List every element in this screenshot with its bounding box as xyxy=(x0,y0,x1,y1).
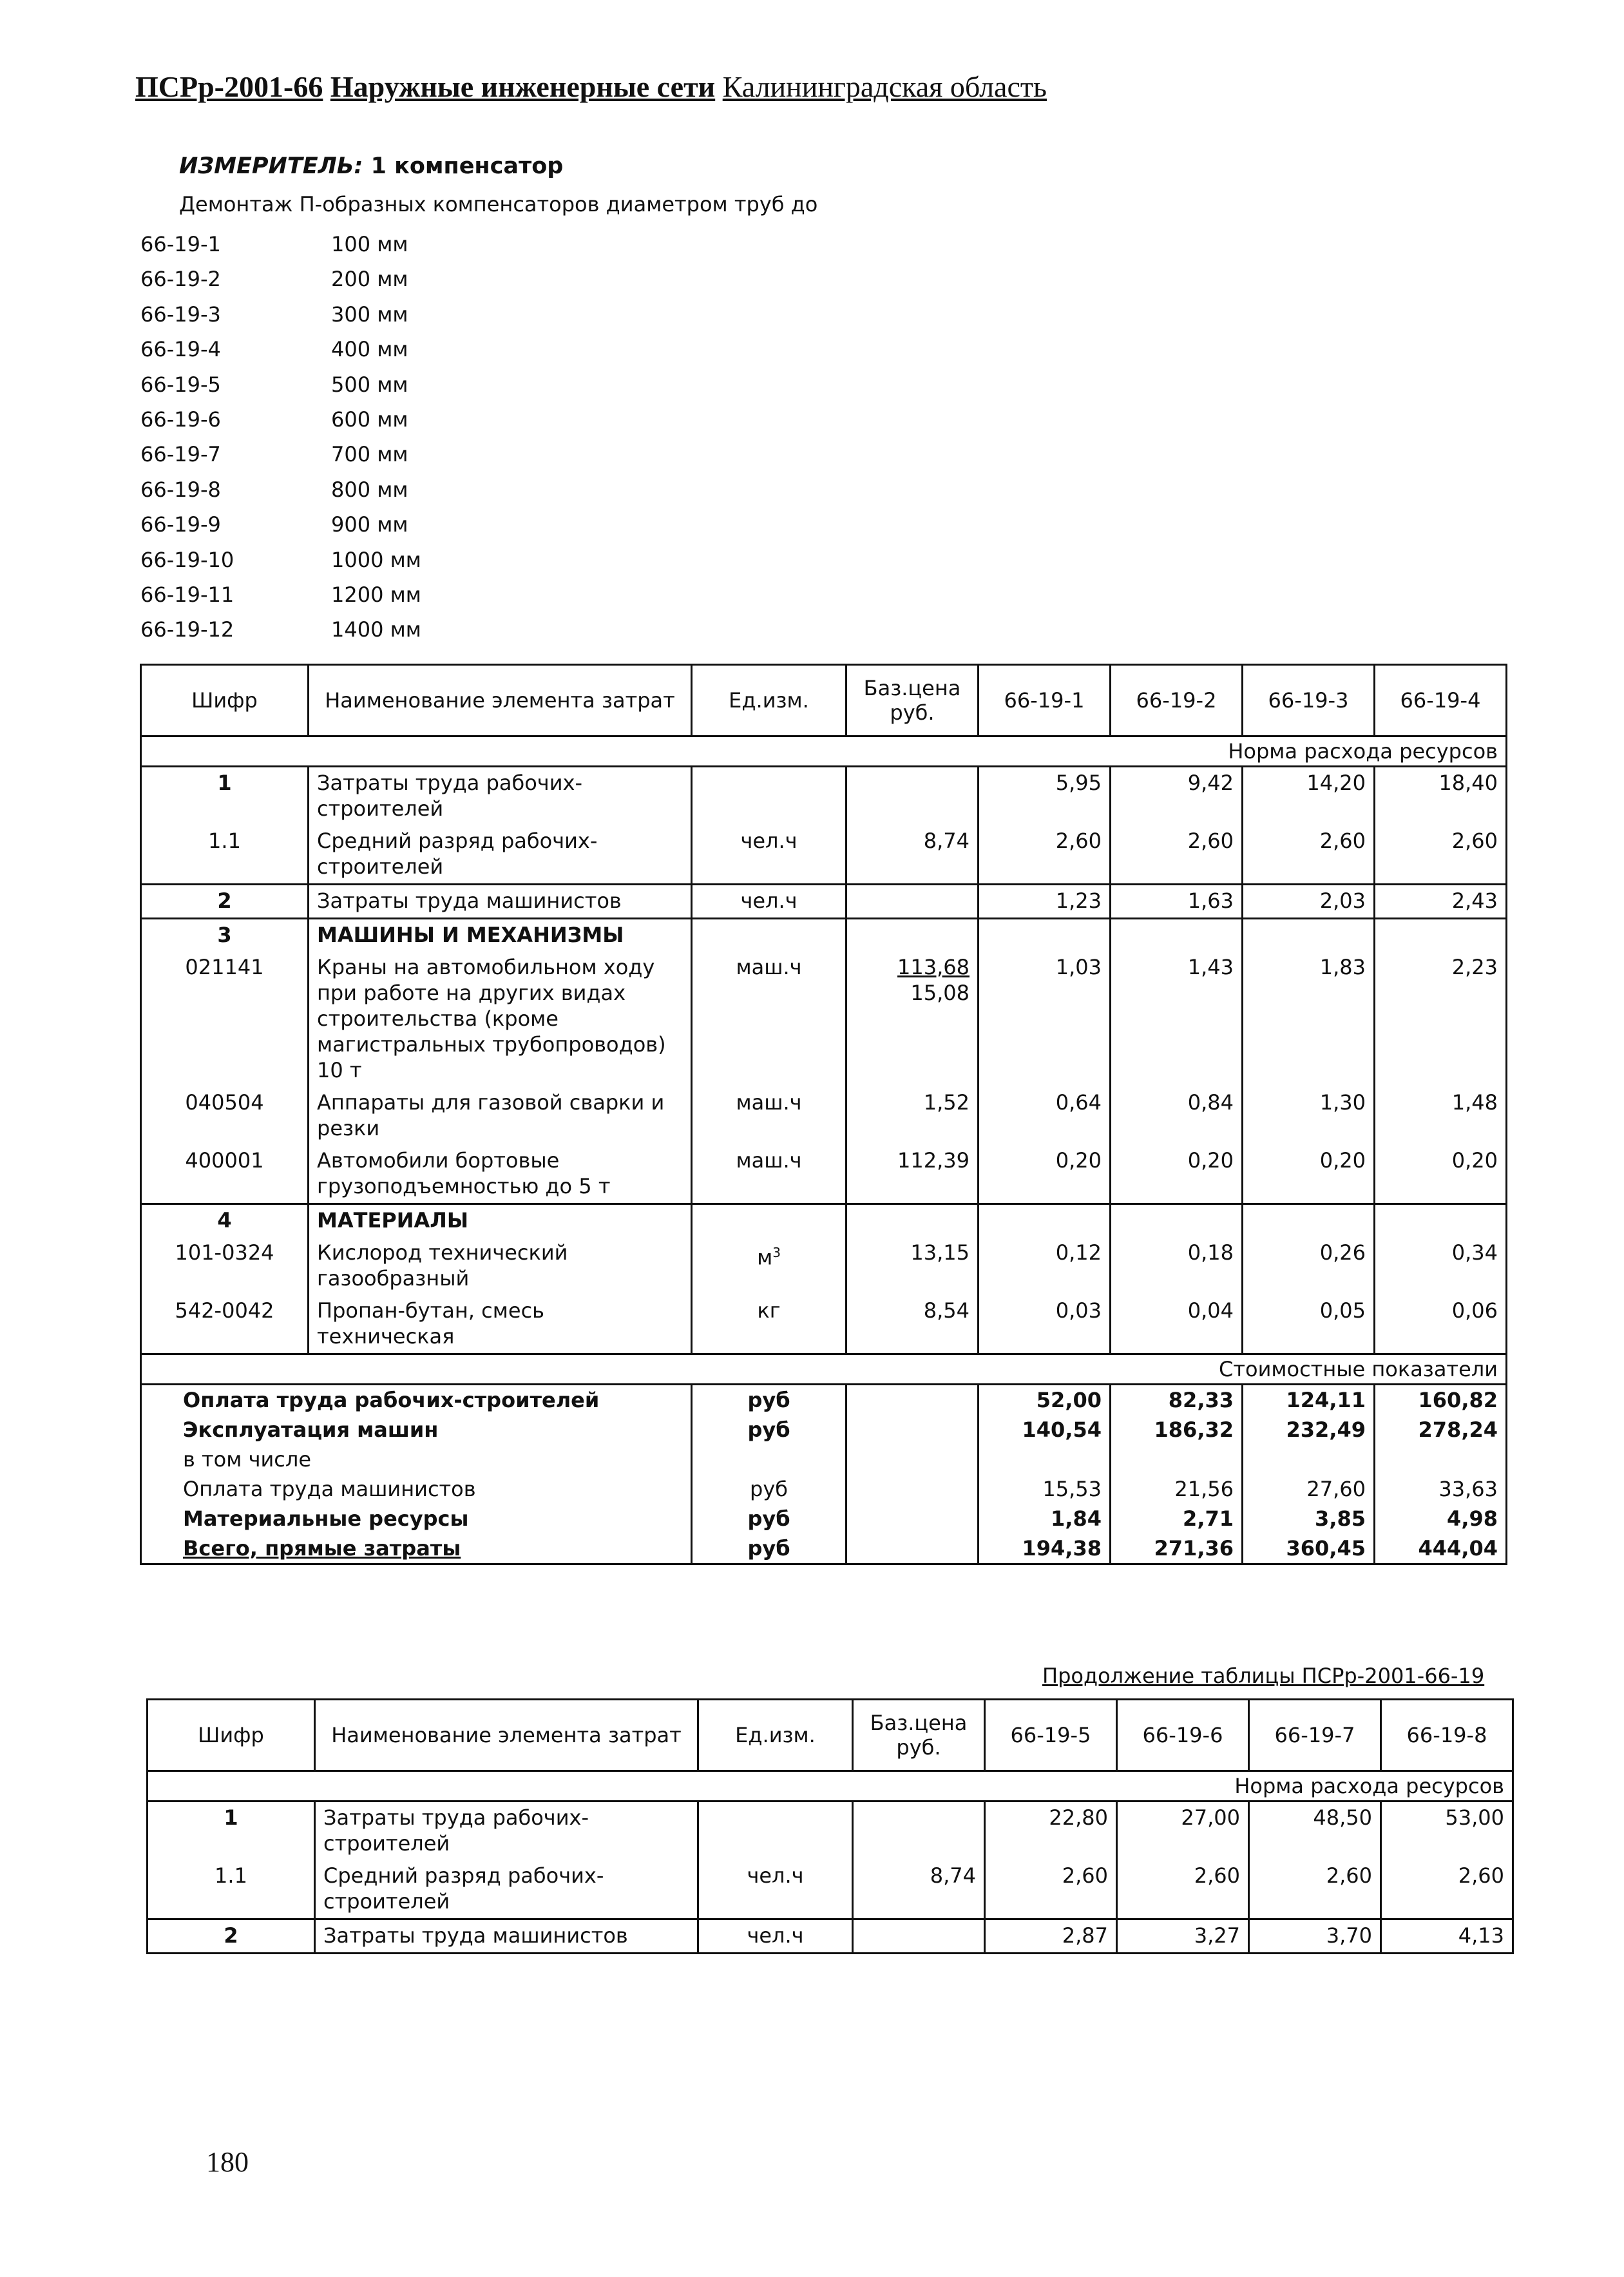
col-header-cipher: Шифр xyxy=(148,1700,315,1771)
cell-value: 2,60 xyxy=(1117,1860,1249,1919)
unit-superscript: 3 xyxy=(772,1245,781,1260)
total-value: 52,00 xyxy=(979,1385,1111,1416)
total-row xyxy=(141,1474,1507,1504)
cell-price xyxy=(853,1801,985,1861)
total-value: 271,36 xyxy=(1111,1533,1243,1564)
cell-value: 0,34 xyxy=(1375,1237,1507,1295)
cell-name: Средний разряд рабочих-строителей xyxy=(315,1860,698,1919)
code-size: 400 мм xyxy=(331,337,408,362)
cell-unit: чел.ч xyxy=(692,885,846,919)
total-unit: руб xyxy=(692,1533,846,1564)
cell-code: 101-0324 xyxy=(141,1237,309,1295)
cell-price xyxy=(846,885,979,919)
cell-code: 1.1 xyxy=(141,825,309,885)
total-value: 27,60 xyxy=(1243,1474,1375,1504)
col-header-unit: Ед.изм. xyxy=(698,1700,853,1771)
unit-text: м xyxy=(757,1245,773,1270)
cell-value: 5,95 xyxy=(979,767,1111,826)
cell-price xyxy=(853,1919,985,1954)
total-label: Оплата труда рабочих-строителей xyxy=(141,1385,692,1416)
col-header-variant: 66-19-4 xyxy=(1375,665,1507,736)
price-main: 113,68 xyxy=(897,955,970,979)
resource-table-1 xyxy=(140,664,1507,1565)
cell-name: Пропан-бутан, смесь техническая xyxy=(309,1295,692,1354)
cell-value: 0,04 xyxy=(1111,1295,1243,1354)
table-row xyxy=(148,1801,1513,1861)
section-row xyxy=(148,1771,1513,1801)
col-header-name: Наименование элемента затрат xyxy=(309,665,692,736)
cell-code: 4 xyxy=(141,1204,309,1238)
code-list-item xyxy=(140,577,421,612)
cell-name: Затраты труда машинистов xyxy=(315,1919,698,1954)
cell-unit xyxy=(698,1801,853,1861)
table-row xyxy=(141,767,1507,826)
table-row xyxy=(148,1860,1513,1919)
cell-code: 2 xyxy=(148,1919,315,1954)
total-value: 3,85 xyxy=(1243,1504,1375,1533)
cell-value: 2,60 xyxy=(1111,825,1243,885)
col-header-name: Наименование элемента затрат xyxy=(315,1700,698,1771)
code-size: 1200 мм xyxy=(331,582,421,607)
code-size: 700 мм xyxy=(331,442,408,467)
col-header-variant: 66-19-6 xyxy=(1117,1700,1249,1771)
total-label: Оплата труда машинистов xyxy=(141,1474,692,1504)
code-list-item xyxy=(140,262,421,296)
code-list-item xyxy=(140,332,421,367)
cell-value: 0,05 xyxy=(1243,1295,1375,1354)
cell-value: 0,26 xyxy=(1243,1237,1375,1295)
total-row xyxy=(141,1504,1507,1533)
code-list xyxy=(140,227,421,648)
total-value: 444,04 xyxy=(1375,1533,1507,1564)
cell-name: Кислород технический газообразный xyxy=(309,1237,692,1295)
cell-unit: чел.ч xyxy=(692,825,846,885)
total-label: в том числе xyxy=(141,1445,692,1474)
cell-unit: кг xyxy=(692,1295,846,1354)
cell-price: 8,74 xyxy=(846,825,979,885)
cell-name: Аппараты для газовой сварки и резки xyxy=(309,1087,692,1145)
code-list-item xyxy=(140,472,421,507)
total-value: 360,45 xyxy=(1243,1533,1375,1564)
total-value: 194,38 xyxy=(979,1533,1111,1564)
cell-name: Краны на автомобильном ходу при работе на других видах строительства (кроме магистральных трубопроводов) 10 т xyxy=(309,952,692,1087)
total-label: Материальные ресурсы xyxy=(141,1504,692,1533)
page-number: 180 xyxy=(206,2146,249,2178)
code: 66-19-6 xyxy=(140,407,221,432)
code-list-item xyxy=(140,297,421,332)
continuation-note: Продолжение таблицы ПСРр-2001-66-19 xyxy=(1042,1664,1485,1688)
col-header-variant: 66-19-1 xyxy=(979,665,1111,736)
total-value: 21,56 xyxy=(1111,1474,1243,1504)
code: 66-19-1 xyxy=(140,232,221,256)
code: 66-19-8 xyxy=(140,477,221,502)
cell-value: 0,20 xyxy=(1375,1145,1507,1204)
code-size: 1000 мм xyxy=(331,547,421,572)
total-row xyxy=(141,1533,1507,1564)
cell-code: 040504 xyxy=(141,1087,309,1145)
code: 66-19-10 xyxy=(140,547,234,572)
cell-code: 542-0042 xyxy=(141,1295,309,1354)
meter-value: 1 компенсатор xyxy=(370,153,564,179)
cell-value: 18,40 xyxy=(1375,767,1507,826)
total-unit: руб xyxy=(692,1385,846,1416)
doc-code: ПСРр-2001-66 xyxy=(135,70,323,103)
cell-value: 0,12 xyxy=(979,1237,1111,1295)
cell-price: 112,39 xyxy=(846,1145,979,1204)
total-row xyxy=(141,1385,1507,1416)
cell-value: 0,84 xyxy=(1111,1087,1243,1145)
intro-text: Демонтаж П-образных компенсаторов диаметром труб до xyxy=(179,192,818,216)
code-size: 500 мм xyxy=(331,372,408,397)
total-value: 82,33 xyxy=(1111,1385,1243,1416)
cell-value: 2,23 xyxy=(1375,952,1507,1087)
code: 66-19-4 xyxy=(140,337,221,362)
cell-value: 2,43 xyxy=(1375,885,1507,919)
cell-price: 13,15 xyxy=(846,1237,979,1295)
code-size: 900 мм xyxy=(331,512,408,537)
total-value: 160,82 xyxy=(1375,1385,1507,1416)
cell-value: 48,50 xyxy=(1249,1801,1381,1861)
cell-name: Автомобили бортовые грузоподъемностью до 5 т xyxy=(309,1145,692,1204)
cell-value: 1,48 xyxy=(1375,1087,1507,1145)
cell-unit: маш.ч xyxy=(692,952,846,1087)
cell-value: 3,27 xyxy=(1117,1919,1249,1954)
col-header-unit: Ед.изм. xyxy=(692,665,846,736)
cell-value: 22,80 xyxy=(985,1801,1117,1861)
total-value: 186,32 xyxy=(1111,1415,1243,1445)
cell-value: 1,23 xyxy=(979,885,1111,919)
total-value: 1,84 xyxy=(979,1504,1111,1533)
cell-value: 0,20 xyxy=(979,1145,1111,1204)
total-value: 2,71 xyxy=(1111,1504,1243,1533)
code-list-item xyxy=(140,227,421,262)
section-cost: Стоимостные показатели xyxy=(141,1354,1507,1385)
cell-value: 3,70 xyxy=(1249,1919,1381,1954)
cell-value: 0,20 xyxy=(1243,1145,1375,1204)
total-value: 4,98 xyxy=(1375,1504,1507,1533)
code-list-item xyxy=(140,402,421,437)
cell-value: 9,42 xyxy=(1111,767,1243,826)
section-norm: Норма расхода ресурсов xyxy=(148,1771,1513,1801)
cell-value: 14,20 xyxy=(1243,767,1375,826)
code: 66-19-3 xyxy=(140,302,221,327)
table-header-row xyxy=(148,1700,1513,1771)
cell-code: 021141 xyxy=(141,952,309,1087)
table-row xyxy=(141,1237,1507,1295)
cell-name: Затраты труда рабочих-строителей xyxy=(315,1801,698,1861)
code-size: 200 мм xyxy=(331,267,408,292)
total-value: 278,24 xyxy=(1375,1415,1507,1445)
cell-value: 0,20 xyxy=(1111,1145,1243,1204)
cell-code: 3 xyxy=(141,919,309,952)
table-row xyxy=(141,919,1507,952)
cell-code: 400001 xyxy=(141,1145,309,1204)
section-norm: Норма расхода ресурсов xyxy=(141,736,1507,767)
total-value: 33,63 xyxy=(1375,1474,1507,1504)
cell-code: 2 xyxy=(141,885,309,919)
region: Калининградская область xyxy=(722,70,1047,103)
code: 66-19-9 xyxy=(140,512,221,537)
cell-value: 2,60 xyxy=(1249,1860,1381,1919)
total-value: 232,49 xyxy=(1243,1415,1375,1445)
cell-value: 1,43 xyxy=(1111,952,1243,1087)
cell-value: 1,83 xyxy=(1243,952,1375,1087)
doc-title: Наружные инженерные сети xyxy=(330,70,716,103)
table-row xyxy=(141,1295,1507,1354)
cell-price xyxy=(846,767,979,826)
cell-price: 8,54 xyxy=(846,1295,979,1354)
code-list-item xyxy=(140,612,421,647)
cell-value: 1,03 xyxy=(979,952,1111,1087)
code-size: 100 мм xyxy=(331,232,408,256)
code-list-item xyxy=(140,507,421,542)
cell-price: 8,74 xyxy=(853,1860,985,1919)
price-secondary: 15,08 xyxy=(910,981,970,1005)
section-row xyxy=(141,736,1507,767)
cell-value: 2,60 xyxy=(1243,825,1375,885)
col-header-variant: 66-19-7 xyxy=(1249,1700,1381,1771)
cell-value: 2,87 xyxy=(985,1919,1117,1954)
cell-value: 0,64 xyxy=(979,1087,1111,1145)
table-row xyxy=(141,1204,1507,1238)
cell-unit: чел.ч xyxy=(698,1919,853,1954)
table-row xyxy=(148,1919,1513,1954)
code: 66-19-7 xyxy=(140,442,221,467)
col-header-variant: 66-19-2 xyxy=(1111,665,1243,736)
total-row xyxy=(141,1415,1507,1445)
cell-name: Затраты труда рабочих-строителей xyxy=(309,767,692,826)
resource-table-2 xyxy=(146,1698,1514,1954)
col-header-cipher: Шифр xyxy=(141,665,309,736)
code-list-item xyxy=(140,543,421,577)
section-row xyxy=(141,1354,1507,1385)
code: 66-19-2 xyxy=(140,267,221,292)
cell-value: 1,63 xyxy=(1111,885,1243,919)
meter-line xyxy=(179,153,563,179)
total-unit: руб xyxy=(692,1415,846,1445)
col-header-variant: 66-19-8 xyxy=(1381,1700,1513,1771)
cell-name: МАТЕРИАЛЫ xyxy=(309,1204,692,1238)
cell-name: Затраты труда машинистов xyxy=(309,885,692,919)
table-row xyxy=(141,1087,1507,1145)
cell-value: 2,60 xyxy=(979,825,1111,885)
total-row xyxy=(141,1445,1507,1474)
cell-value: 2,60 xyxy=(985,1860,1117,1919)
total-unit: руб xyxy=(692,1474,846,1504)
table-row xyxy=(141,952,1507,1087)
col-header-variant: 66-19-3 xyxy=(1243,665,1375,736)
meter-label: ИЗМЕРИТЕЛЬ: xyxy=(179,153,363,179)
code-list-item xyxy=(140,367,421,402)
code: 66-19-11 xyxy=(140,582,234,607)
cell-unit: маш.ч xyxy=(692,1145,846,1204)
cell-unit xyxy=(692,767,846,826)
cell-value: 0,18 xyxy=(1111,1237,1243,1295)
total-label: Всего, прямые затраты xyxy=(141,1533,692,1564)
col-header-price: Баз.цена руб. xyxy=(853,1700,985,1771)
cell-code: 1.1 xyxy=(148,1860,315,1919)
cell-value: 2,03 xyxy=(1243,885,1375,919)
total-value: 124,11 xyxy=(1243,1385,1375,1416)
cell-code: 1 xyxy=(141,767,309,826)
code: 66-19-5 xyxy=(140,372,221,397)
cell-name: МАШИНЫ И МЕХАНИЗМЫ xyxy=(309,919,692,952)
cell-price: 1,52 xyxy=(846,1087,979,1145)
cell-value: 2,60 xyxy=(1375,825,1507,885)
cell-value: 53,00 xyxy=(1381,1801,1513,1861)
table-row xyxy=(141,885,1507,919)
table-row xyxy=(141,1145,1507,1204)
cell-code: 1 xyxy=(148,1801,315,1861)
cell-price xyxy=(846,952,979,1087)
col-header-price: Баз.цена руб. xyxy=(846,665,979,736)
code-size: 600 мм xyxy=(331,407,408,432)
cell-value: 0,06 xyxy=(1375,1295,1507,1354)
page-header xyxy=(135,70,1047,104)
col-header-variant: 66-19-5 xyxy=(985,1700,1117,1771)
cell-value: 2,60 xyxy=(1381,1860,1513,1919)
cell-value: 0,03 xyxy=(979,1295,1111,1354)
code-size: 300 мм xyxy=(331,302,408,327)
cell-value: 4,13 xyxy=(1381,1919,1513,1954)
cell-value: 27,00 xyxy=(1117,1801,1249,1861)
code-size: 800 мм xyxy=(331,477,408,502)
table-header-row xyxy=(141,665,1507,736)
total-label: Эксплуатация машин xyxy=(141,1415,692,1445)
cell-unit xyxy=(692,1237,846,1295)
total-unit: руб xyxy=(692,1504,846,1533)
code: 66-19-12 xyxy=(140,617,234,642)
table-row xyxy=(141,825,1507,885)
cell-unit: чел.ч xyxy=(698,1860,853,1919)
total-value: 15,53 xyxy=(979,1474,1111,1504)
total-value: 140,54 xyxy=(979,1415,1111,1445)
code-list-item xyxy=(140,437,421,472)
cell-unit: маш.ч xyxy=(692,1087,846,1145)
cell-name: Средний разряд рабочих-строителей xyxy=(309,825,692,885)
cell-value: 1,30 xyxy=(1243,1087,1375,1145)
code-size: 1400 мм xyxy=(331,617,421,642)
